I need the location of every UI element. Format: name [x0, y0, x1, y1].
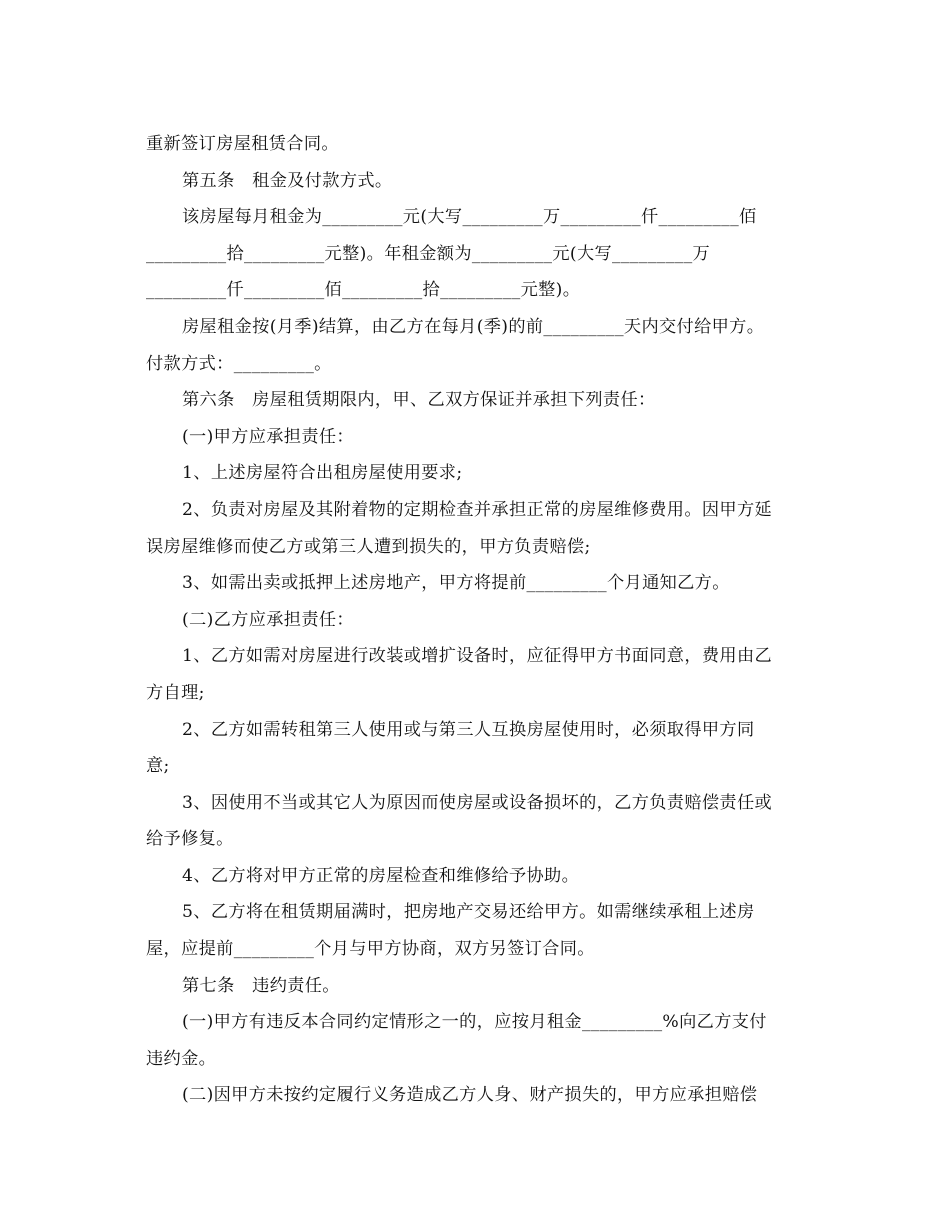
- text-line: 付款方式：_________。: [146, 353, 332, 374]
- contract-text: [146, 126, 816, 1114]
- text-line: 房屋租金按(月季)结算，由乙方在每月(季)的前_________天内交付给甲方。: [182, 316, 765, 337]
- section-heading: (一)甲方应承担责任：: [182, 426, 354, 447]
- text-line: (二)因甲方未按约定履行义务造成乙方人身、财产损失的，甲方应承担赔偿: [182, 1085, 758, 1106]
- text-line: 5、乙方将在租赁期届满时，把房地产交易还给甲方。如需继续承租上述房: [182, 902, 755, 923]
- text-line: 3、因使用不当或其它人为原因而使房屋或设备损坏的，乙方负责赔偿责任或: [182, 792, 773, 813]
- text-line: 1、上述房屋符合出租房屋使用要求;: [182, 463, 463, 484]
- article-5-heading: 第五条 租金及付款方式。: [182, 170, 393, 191]
- text-line: _________仟_________佰_________拾_________元整)。: [146, 280, 581, 301]
- text-line: 违约金。: [146, 1048, 217, 1069]
- text-line: 3、如需出卖或抵押上述房地产，甲方将提前_________个月通知乙方。: [182, 573, 730, 594]
- text-line: 该房屋每月租金为_________元(大写_________万_________仟_________佰: [182, 207, 757, 228]
- section-heading: (二)乙方应承担责任：: [182, 609, 354, 630]
- text-line: 2、负责对房屋及其附着物的定期检查并承担正常的房屋维修费用。因甲方延: [182, 499, 773, 520]
- article-7-heading: 第七条 违约责任。: [182, 975, 340, 996]
- text-line: 4、乙方将对甲方正常的房屋检查和维修给予协助。: [182, 865, 580, 886]
- text-line: 2、乙方如需转租第三人使用或与第三人互换房屋使用时，必须取得甲方同: [182, 719, 755, 740]
- text-line: _________拾_________元整)。年租金额为_________元(大写_________万: [146, 243, 711, 264]
- text-line: 误房屋维修而使乙方或第三人遭到损失的，甲方负责赔偿;: [146, 536, 591, 557]
- text-line: 意;: [146, 756, 170, 777]
- text-line: 方自理;: [146, 682, 205, 703]
- text-line: 1、乙方如需对房屋进行改装或增扩设备时，应征得甲方书面同意，费用由乙: [182, 646, 773, 667]
- text-line: 屋，应提前_________个月与甲方协商，双方另签订合同。: [146, 939, 595, 960]
- article-6-heading: 第六条 房屋租赁期限内，甲、乙双方保证并承担下列责任：: [182, 390, 656, 411]
- text-line: 重新签订房屋租赁合同。: [146, 134, 339, 154]
- text-line: (一)甲方有违反本合同约定情形之一的，应按月租金_________%向乙方支付: [182, 1012, 767, 1033]
- text-line: 给予修复。: [146, 829, 234, 850]
